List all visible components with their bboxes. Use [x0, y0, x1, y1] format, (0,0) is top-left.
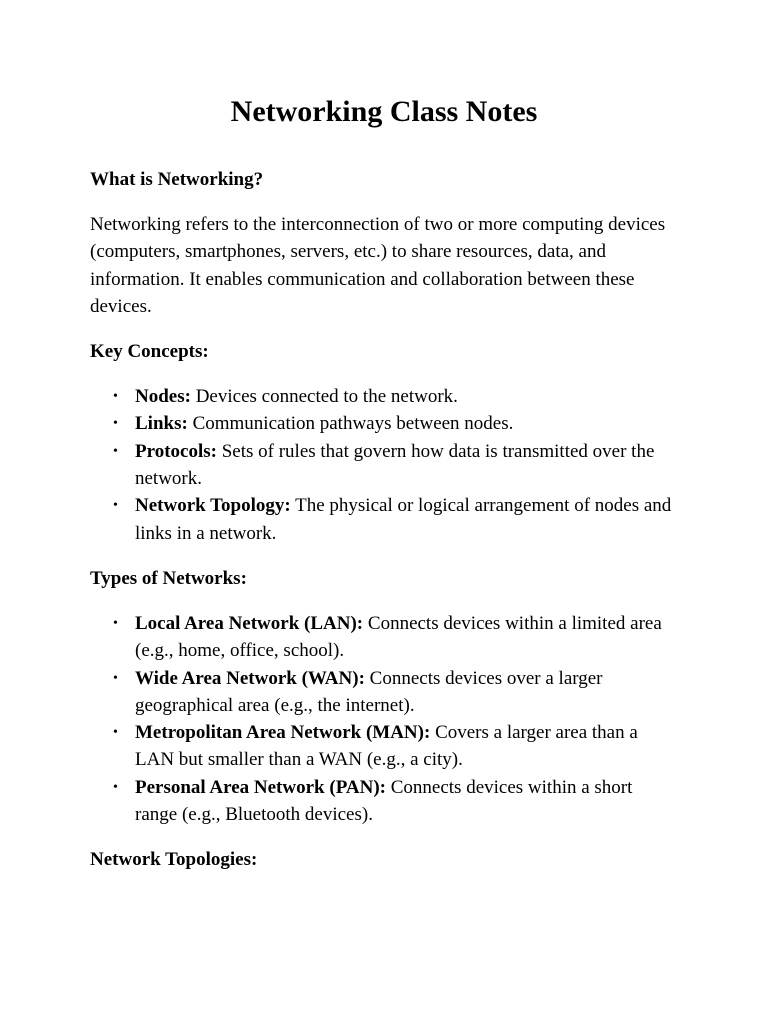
list-item [135, 438, 678, 493]
list-item-text: Connects devices within a short range (e.g., Bluetooth devices). [135, 776, 633, 826]
intro-paragraph: Networking refers to the interconnection of two or more computing devices (computers, smartphones, servers, etc.) to share resources, data, and information. It enables communication and collaboration between these devices. [90, 214, 666, 317]
list-item [135, 492, 678, 547]
list-item-text: Connects devices over a larger geographical area (e.g., the internet). [135, 667, 603, 716]
key-concepts-list [90, 383, 678, 547]
list-item-text: Devices connected to the network. [190, 386, 458, 408]
list-item-term: Protocols: [135, 440, 217, 462]
list-item-term: Links: [135, 413, 188, 435]
list-item-text: Sets of rules that govern how data is transmitted over the network. [135, 440, 655, 490]
list-item-text: Connects devices within a limited area (e.g., home, office, school). [135, 612, 662, 662]
list-item-term: Network Topology: [135, 495, 291, 517]
network-types-list [90, 610, 678, 828]
list-item-term: Personal Area Network (PAN): [135, 776, 386, 798]
list-item [135, 410, 678, 437]
section-heading-network-topologies: Network Topologies: [90, 849, 258, 871]
list-item-term: Local Area Network (LAN): [135, 612, 364, 634]
list-item-term: Nodes: [135, 386, 191, 408]
list-item-text: The physical or logical arrangement of nodes and links in a network. [135, 495, 672, 544]
list-item-text: Communication pathways between nodes. [187, 413, 514, 435]
list-item-text: Covers a larger area than a LAN but smaller than a WAN (e.g., a city). [135, 722, 638, 771]
list-item [135, 610, 678, 665]
list-item [135, 719, 678, 774]
section-heading-types-of-networks: Types of Networks: [90, 567, 247, 589]
document-title: Networking Class Notes [230, 95, 538, 128]
section-heading-what-is-networking: What is Networking? [90, 169, 264, 190]
list-item-term: Wide Area Network (WAN): [135, 667, 365, 689]
list-item [135, 665, 678, 720]
section-heading-key-concepts: Key Concepts: [90, 341, 209, 363]
list-item [135, 774, 678, 829]
list-item [135, 383, 678, 410]
list-item-term: Metropolitan Area Network (MAN): [135, 722, 431, 744]
